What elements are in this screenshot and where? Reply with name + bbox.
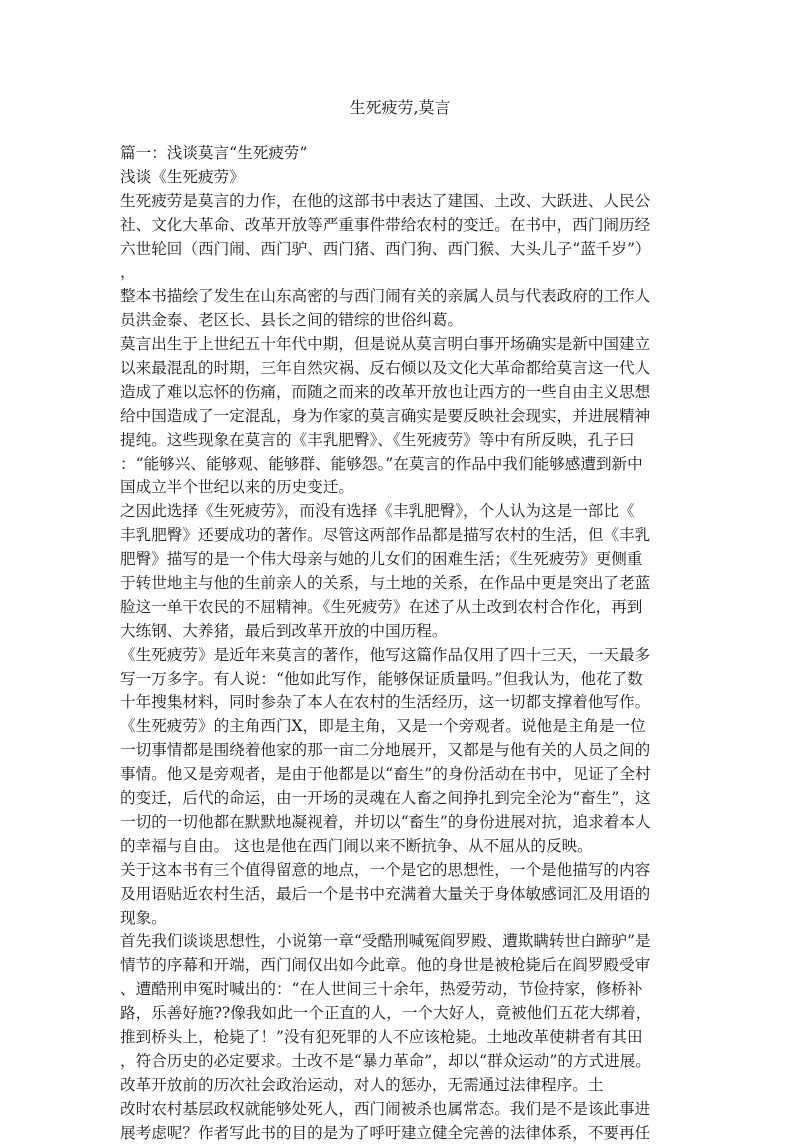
text-line: 推到桥头上，枪毙了！”没有犯死罪的人不应该枪毙。土地改革使耕者有其田 [120, 1027, 643, 1046]
text-line: ，符合历史的必定要求。土改不是“暴力革命”，却以“群众运动”的方式进展。 [120, 1051, 651, 1070]
text-line: 大练钢、大养猪，最后到改革开放的中国历程。 [120, 621, 448, 640]
text-line: 之因此选择《生死疲劳》，而没有选择《丰乳肥臀》，个人认为这是一部比《 [120, 502, 635, 521]
text-line: 造成了难以忘怀的伤痛，而随之而来的改革开放也让西方的一些自由主义思想 [120, 382, 651, 401]
text-line: 的幸福与自由。 这也是他在西门闹以来不断抗争、从不屈从的反映。 [120, 836, 593, 855]
text-line: 十年搜集材料，同时参杂了本人在农村的生活经历，这一切都支撑着他写作。 [120, 693, 651, 712]
text-line: 给中国造成了一定混乱，身为作家的莫言确实是要反映社会现实，并进展精神 [120, 406, 651, 425]
text-line: 改时农村基层政权就能够处死人，西门闹被杀也属常态。我们是不是该此事进 [120, 1099, 651, 1118]
text-line: 一切的一切他都在默默地凝视着，并切以“畜生”的身份进展对抗，追求着本人 [120, 812, 651, 831]
text-line: 社、文化大革命、改革开放等严重事件带给农村的变迁。在书中，西门闹历经 [120, 215, 651, 234]
text-line: 及用语贴近农村生活，最后一个是书中充满着大量关于身体敏感词汇及用语的 [120, 884, 651, 903]
text-line: 提纯。这些现象在莫言的《丰乳肥臀》、《生死疲劳》等中有所反映，孔子曰 [120, 430, 635, 449]
text-line: 以来最混乱的时期，三年自然灾祸、反右倾以及文化大革命都给莫言这一代人 [120, 359, 651, 378]
text-line: 莫言出生于上世纪五十年代中期，但是说从莫言明白事开场确实是新中国建立 [120, 335, 651, 354]
text-line: 脸这一单干农民的不屈精神。《生死疲劳》在述了从土改到农村合作化，再到 [120, 597, 643, 616]
text-line: 于转世地主与他的生前亲人的关系，与土地的关系，在作品中更是突出了老蓝 [120, 574, 651, 593]
text-line: 国成立半个世纪以来的历史变迁。 [120, 478, 354, 497]
text-line: 首先我们谈谈思想性，小说第一章“受酷刑喊冤阎罗殿、遭欺瞒转世白蹄驴”是 [120, 932, 651, 951]
text-line: 改革开放前的历次社会政治运动，对人的惩办，无需通过法律程序。土 [120, 1075, 604, 1094]
text-line: ， [120, 263, 136, 282]
text-line: ：“能够兴、能够观、能够群、能够怨。”在莫言的作品中我们能够感遭到新中 [120, 454, 643, 473]
text-line: 《生死疲劳》是近年来莫言的著作，他写这篇作品仅用了四十三天，一天最多 [120, 645, 651, 664]
document-body [120, 142, 682, 1145]
text-line: 情节的序幕和开端，西门闹仅出如今此章。他的身世是被枪毙后在阎罗殿受审 [120, 956, 651, 975]
text-line: 《生死疲劳》的主角西门X，即是主角，又是一个旁观者。说他是主角是一位 [120, 717, 646, 736]
text-line: 、遭酷刑申冤时喊出的：“在人世间三十余年，热爱劳动，节俭持家，修桥补 [120, 980, 643, 999]
document-title: 生死疲劳,莫言 [349, 98, 451, 117]
text-line: 事情。他又是旁观者，是由于他都是以“畜生”的身份活动在书中，见证了全村 [120, 765, 651, 784]
text-line: 写一万多字。有人说：“他如此写作，能够保证质量吗。”但我认为，他花了数 [120, 669, 643, 688]
text-line: 员洪金泰、老区长、县长之间的错综的世俗纠葛。 [120, 311, 464, 330]
text-line: 浅谈《生死疲劳》 [120, 167, 245, 186]
text-line: 现象。 [120, 908, 167, 927]
text-line: 展考虑呢？作者写此书的目的是为了呼吁建立健全完善的法律体系，不要再任 [120, 1123, 651, 1142]
text-line: 一切事情都是围绕着他家的那一亩二分地展开，又都是与他有关的人员之间的 [120, 741, 651, 760]
text-line: 关于这本书有三个值得留意的地点，一个是它的思想性，一个是他描写的内容 [120, 860, 651, 879]
text-line: 整本书描绘了发生在山东高密的与西门闹有关的亲属人员与代表政府的工作人 [120, 287, 651, 306]
text-line: 的变迁，后代的命运，由一开场的灵魂在人畜之间挣扎到完全沦为“畜生”，这 [120, 789, 651, 808]
text-line: 路，乐善好施??像我如此一个正直的人，一个大好人，竟被他们五花大绑着， [120, 1004, 652, 1023]
text-line: 六世轮回（西门闹、西门驴、西门猪、西门狗、西门猴、大头儿子“蓝千岁”） [120, 239, 651, 258]
text-line: 丰乳肥臀》还要成功的著作。尽管这两部作品都是描写农村的生活，但《丰乳 [120, 526, 651, 545]
text-line: 生死疲劳是莫言的力作，在他的这部书中表达了建国、土改、大跃进、人民公 [120, 191, 651, 210]
text-line: 肥臀》描写的是一个伟大母亲与她的儿女们的困难生活；《生死疲劳》更侧重 [120, 550, 643, 569]
text-line: 篇一：浅谈莫言“生死疲劳” [120, 144, 308, 162]
